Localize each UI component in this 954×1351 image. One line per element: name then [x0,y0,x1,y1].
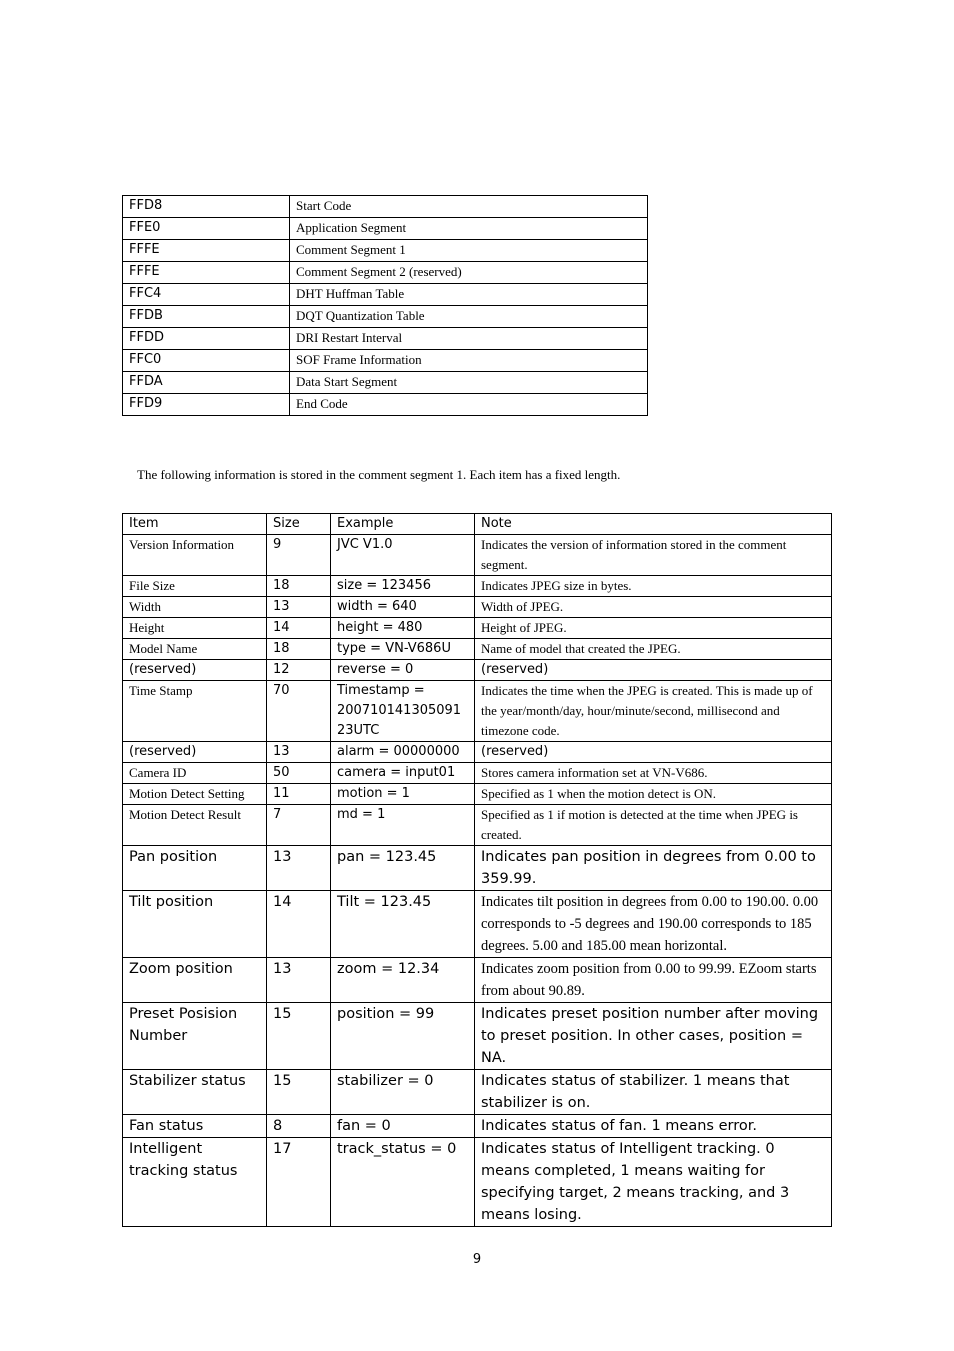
example-cell: alarm = 00000000 [331,742,475,763]
item-cell: Motion Detect Setting [123,784,267,805]
item-cell: Motion Detect Result [123,805,267,846]
item-cell: (reserved) [123,660,267,681]
table-row [123,218,648,240]
table-row [123,1003,832,1070]
note-cell: Specified as 1 when the motion detect is ON. [475,784,832,805]
note-cell: Indicates the version of information stored in the comment segment. [475,535,832,576]
size-cell: 8 [267,1115,331,1138]
table-row [123,846,832,891]
size-cell: 13 [267,742,331,763]
size-cell: 14 [267,891,331,958]
note-cell: Indicates status of fan. 1 means error. [475,1115,832,1138]
segment-name: DRI Restart Interval [290,328,648,350]
example-cell: reverse = 0 [331,660,475,681]
segment-code: FFC4 [123,284,290,306]
item-cell: Stabilizer status [123,1070,267,1115]
table-row [123,958,832,1003]
header-row [123,514,832,535]
item-cell: Zoom position [123,958,267,1003]
example-cell: fan = 0 [331,1115,475,1138]
note-cell: Indicates the time when the JPEG is created. This is made up of the year/month/day, hour/minute/second, millisecond and timezone code. [475,681,832,742]
item-cell: Tilt position [123,891,267,958]
table-row [123,1138,832,1227]
size-cell: 9 [267,535,331,576]
example-cell: height = 480 [331,618,475,639]
segment-name: Data Start Segment [290,372,648,394]
example-cell: track_status = 0 [331,1138,475,1227]
segment-code: FFD9 [123,394,290,416]
size-cell: 11 [267,784,331,805]
example-cell: JVC V1.0 [331,535,475,576]
segment-code: FFFE [123,240,290,262]
table-row [123,597,832,618]
segment-code: FFDA [123,372,290,394]
segment-code: FFFE [123,262,290,284]
table-row [123,805,832,846]
size-cell: 13 [267,597,331,618]
table-row [123,196,648,218]
size-cell: 12 [267,660,331,681]
table-row [123,306,648,328]
table-row [123,639,832,660]
example-cell: width = 640 [331,597,475,618]
example-cell: zoom = 12.34 [331,958,475,1003]
header-note: Note [475,514,832,535]
segment-name: Comment Segment 1 [290,240,648,262]
segment-code: FFC0 [123,350,290,372]
segment-code: FFDD [123,328,290,350]
table-row [123,328,648,350]
item-cell: Time Stamp [123,681,267,742]
example-cell: stabilizer = 0 [331,1070,475,1115]
note-cell: (reserved) [475,742,832,763]
example-cell: Timestamp = 200710141305091 23UTC [331,681,475,742]
item-cell: Model Name [123,639,267,660]
table-row [123,1070,832,1115]
note-cell: Height of JPEG. [475,618,832,639]
table-row [123,262,648,284]
note-cell: Indicates JPEG size in bytes. [475,576,832,597]
note-cell: Width of JPEG. [475,597,832,618]
table-row [123,240,648,262]
size-cell: 15 [267,1070,331,1115]
item-cell: Preset Posision Number [123,1003,267,1070]
note-cell: Indicates pan position in degrees from 0.00 to 359.99. [475,846,832,891]
example-cell: size = 123456 [331,576,475,597]
item-cell: Height [123,618,267,639]
size-cell: 7 [267,805,331,846]
table-row [123,742,832,763]
size-cell: 13 [267,846,331,891]
table-row [123,618,832,639]
note-cell: Indicates tilt position in degrees from 0.00 to 190.00. 0.00 corresponds to -5 degrees and 190.00 corresponds to 185 degrees. 5.00 and 185.00 mean horizontal. [475,891,832,958]
comment-table-body [123,535,832,1227]
note-cell: Stores camera information set at VN-V686. [475,763,832,784]
page-number: 9 [472,1252,482,1267]
segment-name: End Code [290,394,648,416]
size-cell: 14 [267,618,331,639]
size-cell: 18 [267,576,331,597]
segment-name: SOF Frame Information [290,350,648,372]
note-cell: Indicates zoom position from 0.00 to 99.99. EZoom starts from about 90.89. [475,958,832,1003]
intro-paragraph: The following information is stored in the comment segment 1. Each item has a fixed length. [137,467,621,482]
size-cell: 18 [267,639,331,660]
segment-name: Application Segment [290,218,648,240]
table-row [123,535,832,576]
note-cell: Indicates status of Intelligent tracking. 0 means completed, 1 means waiting for specifying target, 2 means tracking, and 3 means losing. [475,1138,832,1227]
size-cell: 70 [267,681,331,742]
note-cell: Specified as 1 if motion is detected at the time when JPEG is created. [475,805,832,846]
item-cell: Intelligent tracking status [123,1138,267,1227]
segment-code: FFDB [123,306,290,328]
example-cell: camera = input01 [331,763,475,784]
item-cell: Fan status [123,1115,267,1138]
item-cell: Width [123,597,267,618]
item-cell: (reserved) [123,742,267,763]
segment-name: DQT Quantization Table [290,306,648,328]
comment-segment-table [122,513,832,1227]
segment-name: Comment Segment 2 (reserved) [290,262,648,284]
note-cell: Indicates preset position number after moving to preset position. In other cases, position = NA. [475,1003,832,1070]
segment-name: Start Code [290,196,648,218]
table-row [123,660,832,681]
header-size: Size [267,514,331,535]
segment-code: FFD8 [123,196,290,218]
table-row [123,784,832,805]
item-cell: File Size [123,576,267,597]
table-row [123,891,832,958]
example-cell: md = 1 [331,805,475,846]
comment-table-header [123,514,832,535]
example-cell: Tilt = 123.45 [331,891,475,958]
note-cell: Name of model that created the JPEG. [475,639,832,660]
size-cell: 50 [267,763,331,784]
note-cell: Indicates status of stabilizer. 1 means that stabilizer is on. [475,1070,832,1115]
table-row [123,763,832,784]
note-cell: (reserved) [475,660,832,681]
item-cell: Version Information [123,535,267,576]
header-item: Item [123,514,267,535]
example-cell: position = 99 [331,1003,475,1070]
table-row [123,576,832,597]
header-example: Example [331,514,475,535]
size-cell: 17 [267,1138,331,1227]
table-row [123,681,832,742]
item-cell: Pan position [123,846,267,891]
table-row [123,284,648,306]
segment-name: DHT Huffman Table [290,284,648,306]
item-cell: Camera ID [123,763,267,784]
segment-table [122,195,648,416]
segment-table-body [123,196,648,416]
table-row [123,372,648,394]
table-row [123,394,648,416]
example-cell: type = VN-V686U [331,639,475,660]
table-row [123,350,648,372]
segment-code: FFE0 [123,218,290,240]
size-cell: 13 [267,958,331,1003]
example-cell: pan = 123.45 [331,846,475,891]
size-cell: 15 [267,1003,331,1070]
table-row [123,1115,832,1138]
example-cell: motion = 1 [331,784,475,805]
